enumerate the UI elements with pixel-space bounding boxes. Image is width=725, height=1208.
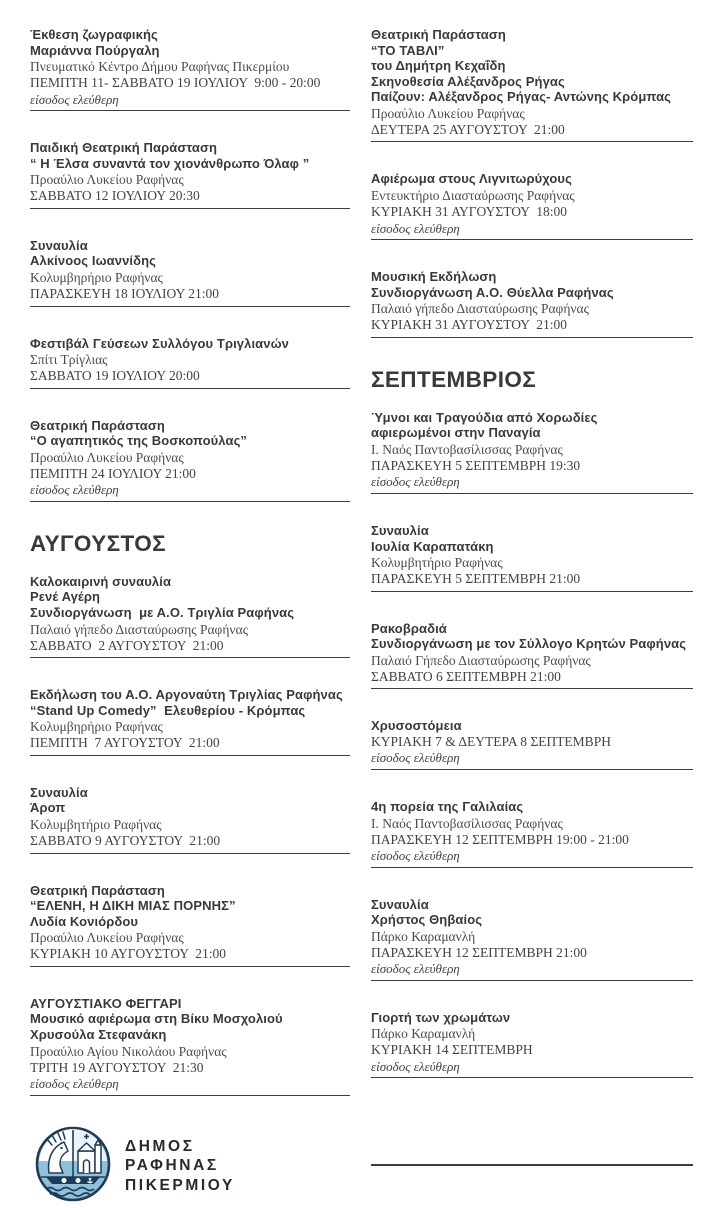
- event-title-line: Μαριάννα Πούργαλη: [30, 42, 160, 58]
- event-date: ΤΡΙΤΗ 19 ΑΥΓΟΥΣΤΟΥ 21:30: [30, 1059, 204, 1075]
- event-venue: Ι. Ναός Παντοβασίλισσας Ραφήνας: [371, 815, 563, 831]
- right-column: [371, 27, 693, 1074]
- event-venue: Προαύλιο Λυκείου Ραφήνας: [30, 930, 184, 946]
- event-title-line: Ρενέ Αγέρη: [30, 589, 101, 605]
- event-title-line: Συναυλία: [371, 522, 429, 538]
- free-entry-note: είσοδος ελεύθερη: [371, 848, 460, 863]
- municipality-name-line: ΡΑΦΗΝΑΣ: [125, 1157, 219, 1175]
- event-venue: Προαύλιο Λυκείου Ραφήνας: [30, 449, 184, 465]
- event-venue: Πάρκο Καραμανλή: [371, 1026, 476, 1042]
- municipality-name-line: ΔΗΜΟΣ: [125, 1137, 195, 1155]
- event-title-line: Χρήστος Θηβαίος: [371, 912, 483, 928]
- event-block: [371, 799, 693, 868]
- event-venue: Προαύλιο Λυκείου Ραφήνας: [30, 172, 184, 188]
- event-title-line: Αφιέρωμα στους Λιγνιτωρύχους: [371, 171, 572, 187]
- event-block: [30, 883, 350, 967]
- month-heading: ΑΥΓΟΥΣΤΟΣ: [30, 530, 167, 556]
- event-title-line: ΑΥΓΟΥΣΤΙΑΚΟ ΦΕΓΓΑΡΙ: [30, 995, 182, 1011]
- event-block: [30, 238, 350, 307]
- event-date: ΚΥΡΙΑΚΗ 7 & ΔΕΥΤΕΡΑ 8 ΣΕΠΤΕΜΒΡΗ: [371, 733, 611, 749]
- event-date: ΣΑΒΒΑΤΟ 2 ΑΥΓΟΥΣΤΟΥ 21:00: [30, 637, 224, 653]
- event-block: [371, 1010, 693, 1079]
- event-date: ΣΑΒΒΑΤΟ 6 ΣΕΠΤΕΜΒΡΗ 21:00: [371, 668, 561, 684]
- event-title-line: Συναυλία: [30, 237, 88, 253]
- event-title-line: Ιουλία Καραπατάκη: [371, 538, 494, 554]
- municipality-emblem-icon: [34, 1125, 112, 1208]
- event-venue: Παλαιό γήπεδο Διασταύρωσης Ραφήνας: [371, 301, 589, 317]
- free-entry-note: είσοδος ελεύθερη: [371, 750, 460, 766]
- event-date: ΚΥΡΙΑΚΗ 14 ΣΕΠΤΕΜΒΡΗ: [371, 1042, 533, 1058]
- event-title-line: Συνδιοργάνωση με τον Σύλλογο Κρητών Ραφήνας: [371, 636, 687, 652]
- event-title-line: Αλκίνοος Ιωαννίδης: [30, 253, 157, 269]
- event-venue: Ι. Ναός Παντοβασίλισσας Ραφήνας: [371, 441, 563, 457]
- free-entry-note: είσοδος ελεύθερη: [371, 961, 460, 977]
- event-block: [30, 418, 350, 502]
- event-date: ΚΥΡΙΑΚΗ 31 ΑΥΓΟΥΣΤΟΥ 21:00: [371, 317, 568, 333]
- event-date: ΠΕΜΠΤΗ 7 ΑΥΓΟΥΣΤΟΥ 21:00: [30, 735, 220, 751]
- event-title-line: Σκηνοθεσία Αλέξανδρος Ρήγας: [371, 73, 565, 89]
- separator-rule: [371, 1164, 693, 1166]
- event-date: ΔΕΥΤΕΡΑ 25 ΑΥΓΟΥΣΤΟΥ 21:00: [371, 121, 565, 137]
- event-date: ΠΑΡΑΣΚΕΥΗ 5 ΣΕΠΤΕΜΒΡΗ 21:00: [371, 571, 581, 587]
- event-block: [30, 27, 350, 111]
- event-title-line: Θεατρική Παράσταση: [30, 882, 165, 898]
- event-title-line: Παίζουν: Αλέξανδρος Ρήγας- Αντώνης Κρόμπας: [371, 89, 672, 105]
- event-date: ΚΥΡΙΑΚΗ 31 ΑΥΓΟΥΣΤΟΥ 18:00: [371, 204, 568, 220]
- event-date: ΠΑΡΑΣΚΕΥΗ 5 ΣΕΠΤΕΜΒΡΗ 19:30: [371, 457, 581, 473]
- event-title-line: Έκθεση ζωγραφικής: [30, 27, 158, 42]
- event-block: [30, 574, 350, 658]
- event-title-line: Εκδήλωση του Α.Ο. Αργοναύτη Τριγλίας Ραφήνας: [30, 687, 343, 703]
- event-date: ΠΑΡΑΣΚΕΥΗ 18 ΙΟΥΛΙΟΥ 21:00: [30, 286, 219, 302]
- event-date: ΠΕΜΠΤΗ 11- ΣΑΒΒΑΤΟ 19 ΙΟΥΛΙΟΥ 9:00 - 20:00: [30, 75, 321, 91]
- free-entry-note: είσοδος ελεύθερη: [371, 1058, 460, 1074]
- event-title-line: Λυδία Κονιόρδου: [30, 913, 139, 929]
- event-title-line: “ Η Έλσα συναντά τον χιονάνθρωπο Όλαφ ”: [30, 155, 310, 171]
- event-title-line: Ρακοβραδιά: [371, 620, 447, 636]
- event-venue: Πνευματικό Κέντρο Δήμου Ραφήνας Πικερμίου: [30, 59, 290, 75]
- event-title-line: Θεατρική Παράσταση: [371, 27, 506, 42]
- event-block: [371, 897, 693, 981]
- free-entry-note: είσοδος ελεύθερη: [371, 474, 460, 490]
- free-entry-note: είσοδος ελεύθερη: [30, 482, 119, 498]
- event-title-line: Καλοκαιρινή συναυλία: [30, 573, 172, 589]
- event-title-line: “Ο αγαπητικός της Βοσκοπούλας”: [30, 433, 248, 449]
- event-title-line: “ΕΛΕΝΗ, Η ΔΙΚΗ ΜΙΑΣ ΠΟΡΝΗΣ”: [30, 898, 236, 914]
- event-title-line: “ΤΟ ΤΑΒΛΙ”: [371, 42, 445, 58]
- event-venue: Κολυμβηρήριο Ραφήνας: [30, 270, 163, 286]
- event-block: [371, 27, 693, 142]
- event-block: [30, 785, 350, 854]
- event-title-line: 4η πορεία της Γαλιλαίας: [371, 798, 524, 814]
- event-block: [30, 996, 350, 1096]
- event-venue: Κολυμβηρήριο Ραφήνας: [30, 719, 163, 735]
- event-title-line: Φεστιβάλ Γεύσεων Συλλόγου Τριγλιανών: [30, 335, 290, 351]
- left-column: [30, 27, 350, 1194]
- event-date: ΣΑΒΒΑΤΟ 19 ΙΟΥΛΙΟΥ 20:00: [30, 368, 200, 384]
- event-venue: Σπίτι Τρίγλιας: [30, 352, 108, 368]
- event-title-line: Χρυσούλα Στεφανάκη: [30, 1026, 167, 1042]
- event-title-line: Θεατρική Παράσταση: [30, 417, 165, 433]
- event-block: [30, 336, 350, 389]
- month-heading: ΣΕΠΤΕΜΒΡΙΟΣ: [371, 366, 537, 392]
- event-date: ΠΑΡΑΣΚΕΥΗ 12 ΣΕΠΤΕΜΒΡΗ 19:00 - 21:00: [371, 831, 629, 847]
- event-block: [371, 410, 693, 494]
- event-title-line: “Stand Up Comedy” Ελευθερίου - Κρόμπας: [30, 702, 306, 718]
- event-block: [371, 621, 693, 690]
- event-block: [30, 687, 350, 756]
- free-entry-note: είσοδος ελεύθερη: [371, 220, 460, 236]
- event-title-line: του Δημήτρη Κεχαΐδη: [371, 58, 506, 74]
- event-venue: Παλαιό Γήπεδο Διασταύρωσης Ραφήνας: [371, 652, 591, 668]
- event-title-line: Μουσικό αφιέρωμα στη Βίκυ Μοσχολιού: [30, 1011, 283, 1027]
- event-venue: Προαύλιο Αγίου Νικολάου Ραφήνας: [30, 1043, 227, 1059]
- event-date: ΠΑΡΑΣΚΕΥΗ 12 ΣΕΠΤΕΜΒΡΗ 21:00: [371, 944, 587, 960]
- event-title-line: Χρυσοστόμεια: [371, 718, 462, 734]
- event-title-line: Συνδιοργάνωση Α.Ο. Θύελλα Ραφήνας: [371, 284, 614, 300]
- free-entry-note: είσοδος ελεύθερη: [30, 91, 119, 107]
- free-entry-note: είσοδος ελεύθερη: [30, 1076, 119, 1092]
- event-date: ΣΑΒΒΑΤΟ 12 ΙΟΥΛΙΟΥ 20:30: [30, 188, 200, 204]
- event-block: [371, 523, 693, 592]
- event-title-line: Παιδική Θεατρική Παράσταση: [30, 140, 217, 156]
- municipality-logo: [34, 1125, 350, 1208]
- event-date: ΠΕΜΠΤΗ 24 ΙΟΥΛΙΟΥ 21:00: [30, 465, 196, 481]
- event-title-line: Ύμνοι και Τραγούδια από Χορωδίες: [371, 409, 598, 425]
- left-events: [30, 27, 350, 1096]
- event-title-line: Μουσική Εκδήλωση: [371, 269, 497, 285]
- event-venue: Εντευκτήριο Διασταύρωσης Ραφήνας: [371, 188, 575, 204]
- event-title-line: Συναυλία: [371, 896, 429, 912]
- event-venue: Παλαιό γήπεδο Διασταύρωσης Ραφήνας: [30, 621, 248, 637]
- event-venue: Πάρκο Καραμανλή: [371, 928, 476, 944]
- municipality-name: [125, 1137, 235, 1196]
- event-date: ΣΑΒΒΑΤΟ 9 ΑΥΓΟΥΣΤΟΥ 21:00: [30, 833, 221, 848]
- event-title-line: Γιορτή των χρωμάτων: [371, 1009, 511, 1025]
- event-venue: Κολυμβητήριο Ραφήνας: [371, 555, 503, 571]
- event-block: [30, 140, 350, 209]
- event-title-line: Άροπ: [30, 800, 66, 816]
- event-title-line: Συνδιοργάνωση με Α.Ο. Τριγλία Ραφήνας: [30, 605, 295, 621]
- event-block: [371, 718, 693, 770]
- event-venue: Προαύλιο Λυκείου Ραφήνας: [371, 105, 525, 121]
- event-venue: Κολυμβητήριο Ραφήνας: [30, 817, 162, 832]
- event-block: [371, 269, 693, 338]
- municipality-name-line: ΠΙΚΕΡΜΙΟΥ: [125, 1176, 235, 1194]
- right-events: [371, 27, 693, 1166]
- event-block: [371, 171, 693, 240]
- event-date: ΚΥΡΙΑΚΗ 10 ΑΥΓΟΥΣΤΟΥ 21:00: [30, 946, 227, 962]
- event-title-line: αφιερωμένοι στην Παναγία: [371, 425, 541, 441]
- event-title-line: Συναυλία: [30, 784, 88, 800]
